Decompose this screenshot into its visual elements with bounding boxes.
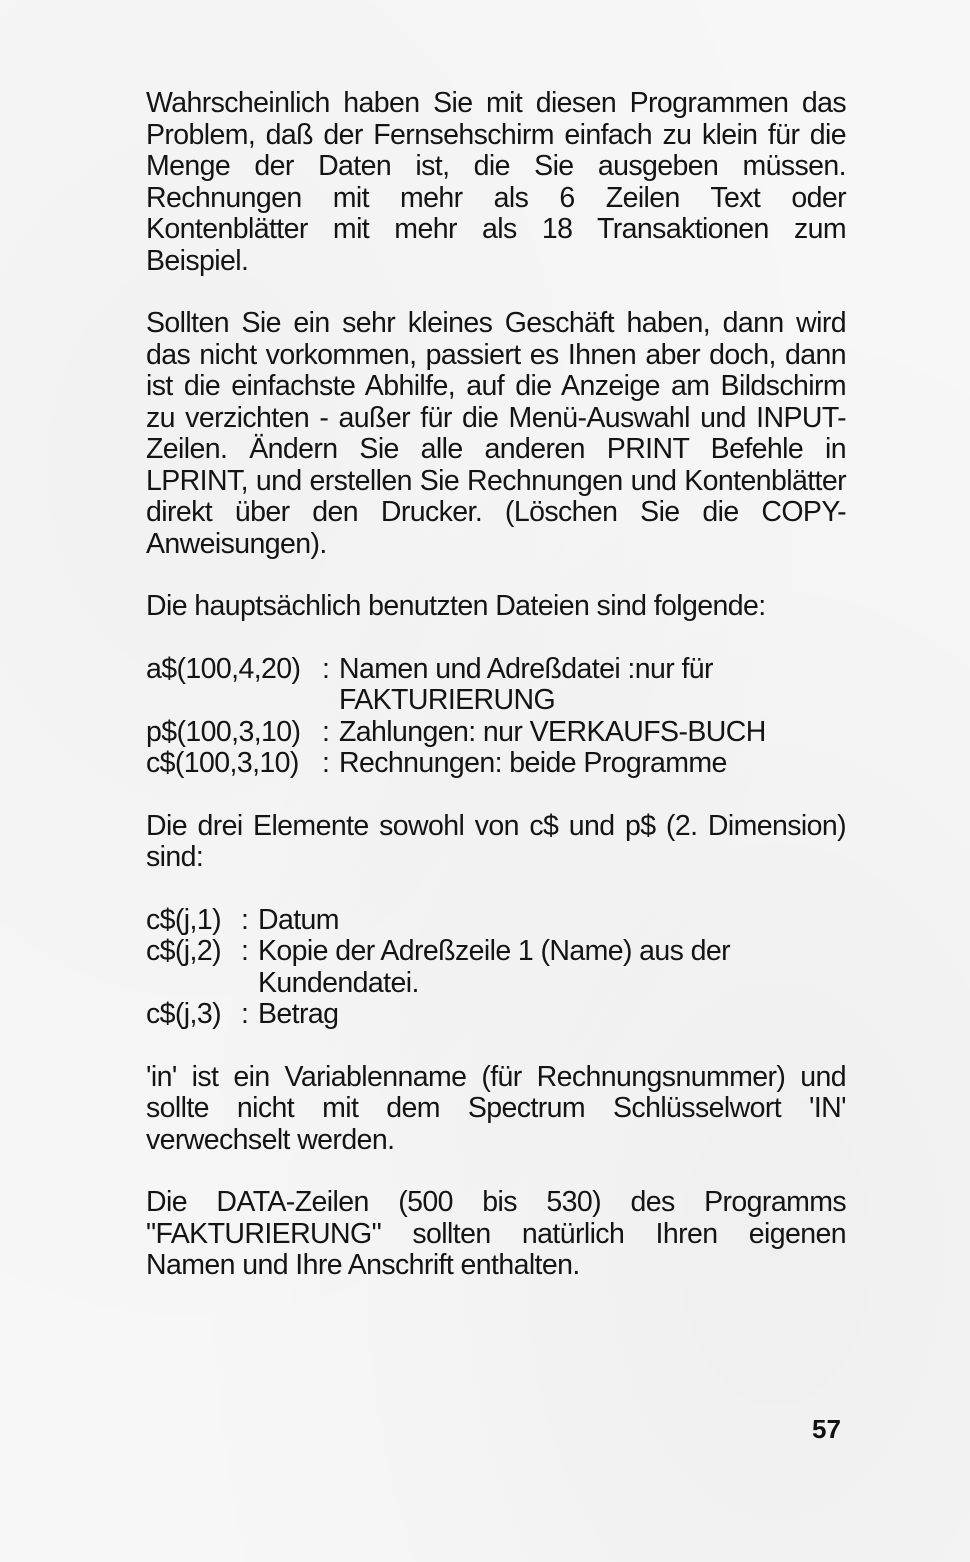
list-item — [146, 905, 846, 937]
separator: : — [241, 935, 249, 967]
file-description: Rechnungen: beide Programme — [339, 747, 727, 779]
paragraph-data-lines: Die DATA-Zeilen (500 bis 530) des Programms "FAKTURIERUNG" sollten natürlich Ihren eigenen Namen und Ihre Anschrift enthalten. — [146, 1186, 846, 1281]
file-description: Zahlungen: nur VERKAUFS-BUCH — [339, 715, 766, 748]
element-variable: c$(j,2) — [146, 935, 221, 967]
element-description: Betrag — [258, 998, 339, 1030]
separator: : — [322, 652, 330, 685]
separator: : — [322, 747, 330, 779]
page-number: 57 — [812, 1414, 841, 1444]
separator: : — [322, 715, 330, 748]
element-description: Kopie der Adreßzeile 1 (Name) aus der Kundendatei. — [258, 935, 731, 999]
file-description: Namen und Adreßdatei :nur für FAKTURIERUNG — [339, 652, 713, 716]
element-list — [146, 905, 846, 1031]
element-variable: c$(j,1) — [146, 903, 221, 936]
paragraph-screen-size: Wahrscheinlich haben Sie mit diesen Programmen das Problem, daß der Fernsehschirm einfach zu klein für die Menge der Daten ist, die Sie ausgeben müssen. Rechnungen mit mehr als 6 Zeilen Text oder Kontenblätter mit mehr als 18 Transaktionen zum Beispiel. — [146, 87, 846, 277]
paragraph-printer-advice: Sollten Sie ein sehr kleines Geschäft haben, dann wird das nicht vorkommen, passiert es Ihnen aber doch, dann ist die einfachste Abhilfe, auf die Anzeige am Bildschirm zu verzichten - außer für die Menü-Auswahl und INPUT-Zeilen. Ändern Sie alle anderen PRINT Befehle in LPRINT, und erstellen Sie Rechnungen und Kontenblätter direkt über den Drucker. (Löschen Sie die COPY-Anweisungen). — [146, 307, 846, 560]
paragraph-variable-note: 'in' ist ein Variablenname (für Rechnungsnummer) und sollte nicht mit dem Spectrum Schlüsselwort 'IN' verwechselt werden. — [146, 1060, 846, 1156]
paragraph-files-intro: Die hauptsächlich benutzten Dateien sind folgende: — [146, 590, 766, 622]
file-variable: c$(100,3,10) — [146, 747, 299, 779]
file-list — [146, 654, 846, 780]
separator: : — [241, 998, 249, 1030]
list-item — [146, 717, 846, 749]
file-variable: a$(100,4,20) — [146, 652, 301, 685]
list-item — [146, 999, 846, 1031]
page-content — [146, 88, 846, 1282]
separator: : — [241, 903, 249, 936]
list-item — [146, 654, 846, 717]
paragraph-elements-intro: Die drei Elemente sowohl von c$ und p$ (2. Dimension) sind: — [146, 809, 846, 873]
element-description: Datum — [258, 903, 339, 936]
list-item — [146, 748, 846, 780]
file-variable: p$(100,3,10) — [146, 715, 301, 748]
list-item — [146, 936, 846, 999]
element-variable: c$(j,3) — [146, 998, 221, 1030]
